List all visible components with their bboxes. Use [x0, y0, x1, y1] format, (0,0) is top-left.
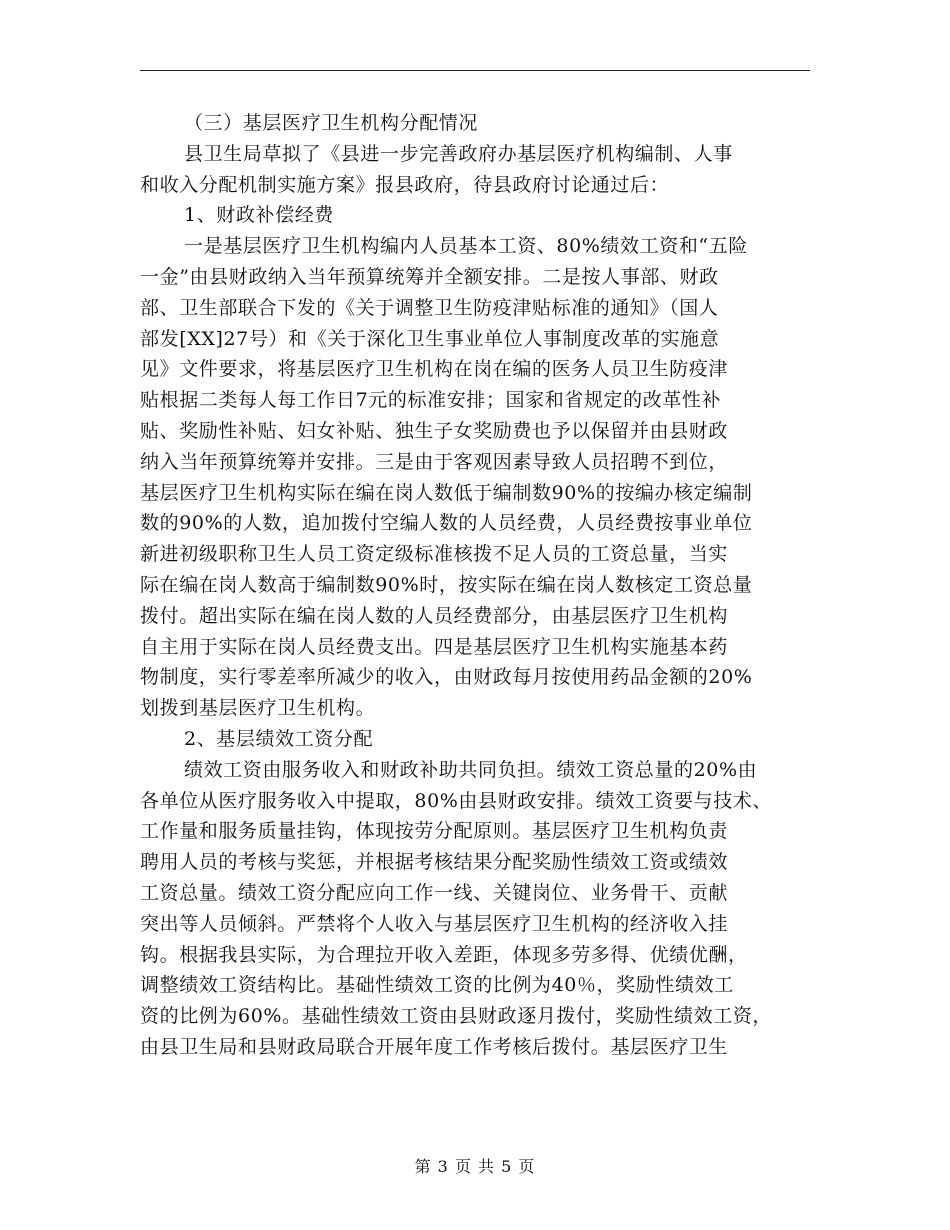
paragraph-line: 县卫生局草拟了《县进一步完善政府办基层医疗机构编制、人事 — [184, 142, 733, 165]
paragraph-line: 由县卫生局和县财政局联合开展年度工作考核后拨付。基层医疗卫生 — [140, 1035, 729, 1058]
paragraph-line: 一是基层医疗卫生机构编内人员基本工资、80%绩效工资和“五险 — [184, 235, 748, 258]
paragraph-line: 一金”由县财政纳入当年预算统筹并全额安排。二是按人事部、财政 — [140, 265, 719, 288]
paragraph-line: 工作量和服务质量挂钩，体现按劳分配原则。基层医疗卫生机构负责 — [140, 820, 729, 843]
paragraph-line: 突出等人员倾斜。严禁将个人收入与基层医疗卫生机构的经济收入挂 — [140, 912, 729, 935]
paragraph-line: 资的比例为60%。基础性绩效工资由县财政逐月拨付，奖励性绩效工资， — [140, 1005, 773, 1028]
paragraph-line: 和收入分配机制实施方案》报县政府，待县政府讨论通过后： — [140, 173, 670, 196]
paragraph-line: 纳入当年预算统筹并安排。三是由于客观因素导致人员招聘不到位， — [140, 450, 729, 473]
paragraph-line: 物制度，实行零差率所减少的收入，由财政每月按使用药品金额的20% — [140, 666, 753, 689]
paragraph-line: 各单位从医疗服务收入中提取，80%由县财政安排。绩效工资要与技术、 — [140, 789, 773, 812]
paragraph-line: 贴、奖励性补贴、妇女补贴、独生子女奖励费也予以保留并由县财政 — [140, 419, 729, 442]
document-body — [140, 108, 820, 1063]
paragraph-line: 见》文件要求，将基层医疗卫生机构在岗在编的医务人员卫生防疫津 — [140, 358, 729, 381]
paragraph-line: 基层医疗卫生机构实际在编在岗人数低于编制数90%的按编办核定编制 — [140, 481, 753, 504]
paragraph-line: 划拨到基层医疗卫生机构。 — [140, 697, 376, 720]
subsection-heading: 2、基层绩效工资分配 — [184, 727, 374, 750]
paragraph-line: 工资总量。绩效工资分配应向工作一线、关键岗位、业务骨干、贡献 — [140, 881, 729, 904]
paragraph-line: 部发[XX]27号）和《关于深化卫生事业单位人事制度改革的实施意 — [140, 327, 720, 350]
paragraph-line: 调整绩效工资结构比。基础性绩效工资的比例为40％，奖励性绩效工 — [140, 974, 734, 997]
paragraph-line: 贴根据二类每人每工作日7元的标准安排；国家和省规定的改革性补 — [140, 389, 722, 412]
subsection-heading: 1、财政补偿经费 — [184, 204, 334, 227]
page-number: 第 3 页 共 5 页 — [414, 1157, 536, 1176]
paragraph-line: 部、卫生部联合下发的《关于调整卫生防疫津贴标准的通知》（国人 — [140, 296, 719, 319]
paragraph-line: 际在编在岗人数高于编制数90%时，按实际在编在岗人数核定工资总量 — [140, 573, 753, 596]
paragraph-line: 聘用人员的考核与奖惩，并根据考核结果分配奖励性绩效工资或绩效 — [140, 851, 729, 874]
paragraph-line: 新进初级职称卫生人员工资定级标准核拨不足人员的工资总量，当实 — [140, 543, 729, 566]
section-heading: （三）基层医疗卫生机构分配情况 — [184, 112, 479, 134]
paragraph-line: 钩。根据我县实际，为合理拉开收入差距，体现多劳多得、优绩优酬， — [140, 943, 748, 966]
paragraph-line: 拨付。超出实际在编在岗人数的人员经费部分，由基层医疗卫生机构 — [140, 604, 729, 627]
paragraph-line: 数的90%的人数，追加拨付空编人数的人员经费，人员经费按事业单位 — [140, 512, 753, 535]
paragraph-line: 自主用于实际在岗人员经费支出。四是基层医疗卫生机构实施基本药 — [140, 635, 729, 658]
header-rule — [140, 70, 810, 71]
paragraph-line: 绩效工资由服务收入和财政补助共同负担。绩效工资总量的20%由 — [184, 758, 758, 781]
